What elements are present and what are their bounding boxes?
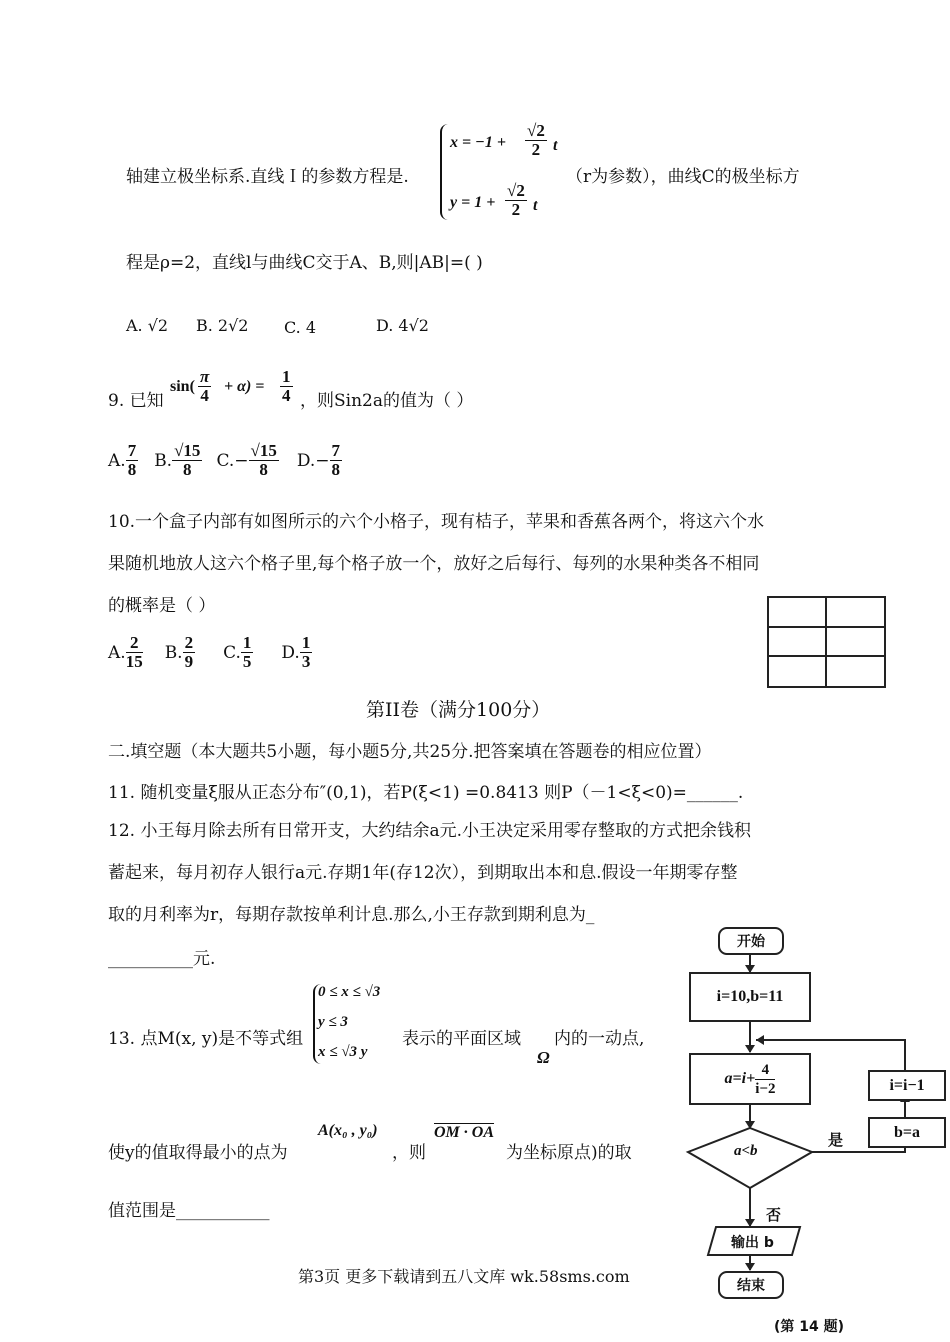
q8-eq2: y = 1 + — [450, 194, 496, 211]
q10-option-c-label: C. — [223, 642, 241, 663]
q9-option-c-label: C.− — [216, 450, 249, 471]
q8-option-c: C. 4 — [284, 318, 317, 337]
q10-option-c-den: 5 — [242, 652, 252, 671]
arrowhead-8 — [756, 1035, 764, 1045]
q8-option-a: A. √2 — [126, 316, 169, 335]
flowchart-yes-label: 是 — [828, 1131, 844, 1149]
q9-option-c-den: 8 — [259, 460, 268, 479]
q9-one: 1 — [282, 367, 291, 386]
q10-option-c-num: 1 — [242, 633, 252, 652]
q13-vector: OM · OA — [434, 1124, 495, 1141]
q9-option-d-num: 7 — [331, 441, 341, 460]
q13-prefix: 13. 点M(x, y)是不等式组 — [108, 1029, 304, 1049]
arrowhead-2 — [745, 1045, 755, 1053]
q8-eq1-frac-num: √2 — [527, 121, 545, 140]
q10-option-a-den: 15 — [125, 652, 143, 671]
q12-line4: __________元. — [108, 949, 216, 969]
flowchart-end: 结束 — [718, 1271, 784, 1299]
q10-option-a-num: 2 — [126, 634, 143, 653]
q9-option-b-den: 8 — [183, 460, 192, 479]
q12-line2: 蓄起来，每月初存人银行a元.存期1年(存12次），到期取出本和息.假设一年期零存整 — [108, 863, 738, 883]
q9-sin: sin( — [170, 378, 195, 395]
q10-line3: 的概率是（ ） — [108, 596, 216, 616]
flowchart-assign-a — [689, 1053, 811, 1105]
q9-option-d-den: 8 — [331, 460, 341, 479]
flowchart-start: 开始 — [718, 927, 784, 955]
q9-suffix: ，则Sin2a的值为（ ） — [300, 391, 474, 411]
q10-option-d-num: 1 — [301, 633, 311, 652]
q13-point: A(x₀ , y₀) — [318, 1122, 378, 1139]
section2-fill-heading: 二.填空题（本大题共5小题，每小题5分,共25分.把答案填在答题卷的相应位置） — [108, 742, 712, 762]
q8-eq1-t: t — [553, 137, 558, 154]
q9-option-b-label: B. — [154, 450, 173, 471]
flowchart-no-label: 否 — [766, 1206, 782, 1224]
q8-option-b: B. 2√2 — [196, 316, 249, 335]
q8-line1-prefix: 轴建立极坐标系.直线Ｉ的参数方程是. — [126, 167, 409, 187]
q10-option-b-label: B. — [164, 642, 183, 663]
q9-option-b-num: √15 — [174, 441, 201, 460]
q9-prefix: 9. 已知 — [108, 391, 164, 411]
flowchart-decrement: i=i−1 — [868, 1070, 946, 1101]
q8-line2: 程是ρ=2，直线l与曲线C交于A、B,则|AB|=( ) — [126, 253, 483, 273]
assign-a-num: 4 — [755, 1061, 775, 1080]
q8-option-d: D. 4√2 — [376, 316, 429, 335]
q10-option-a-label: A. — [108, 642, 126, 663]
q10-option-b-num: 2 — [184, 633, 194, 652]
q9-option-d-label: D.− — [296, 450, 330, 471]
flowchart-init: i=10,b=11 — [689, 972, 811, 1022]
q9-plus-alpha: + α) = — [224, 378, 265, 395]
q10-line2: 果随机地放人这六个格子里,每个格子放一个，放好之后每行、每列的水果种类各不相同 — [108, 554, 760, 574]
q8-eq1-frac-den: 2 — [531, 140, 541, 159]
assign-a-den: i−2 — [755, 1080, 776, 1097]
assign-a-prefix: a=i+ — [724, 1070, 756, 1087]
flowchart-condition: a<b — [734, 1143, 758, 1159]
arrowhead-4 — [745, 1219, 755, 1227]
arrowhead-5 — [745, 1263, 755, 1271]
q10-option-d-den: 3 — [301, 652, 311, 671]
q9-option-a-num: 7 — [127, 441, 137, 460]
q9-option-c-num: √15 — [250, 441, 277, 460]
q8-eq2-t: t — [533, 197, 538, 214]
q13-omega: Ω — [537, 1048, 550, 1067]
q9-pi: π — [200, 367, 210, 386]
flowchart-assign-b: b=a — [868, 1117, 946, 1148]
q10-option-d-label: D. — [281, 642, 300, 663]
q8-param-note: （r为参数），曲线C的极坐标方 — [566, 167, 800, 187]
q9-four: 4 — [200, 386, 209, 405]
q10-line1: 10.一个盒子内部有如图所示的六个小格子，现有桔子，苹果和香蕉各两个，将这六个水 — [108, 512, 765, 532]
q8-eq1: x = −1 + — [450, 134, 506, 151]
q11-text: 11. 随机变量ξ服从正态分布″(0,1)，若P(ξ<1) =0.8413 则P（－1<ξ<0)=______. — [108, 783, 744, 803]
q10-option-b-den: 9 — [184, 652, 194, 671]
q8-eq2-frac-den: 2 — [511, 200, 521, 219]
flowchart-output: 输出 b — [731, 1235, 774, 1251]
flowchart-caption: (第 14 题) — [774, 1319, 845, 1335]
q13-line3: 值范围是___________ — [108, 1201, 270, 1221]
q12-line1: 12. 小王每月除去所有日常开支，大约结余a元.小王决定采用零存整取的方式把余钱积 — [108, 821, 751, 841]
q9-option-a-label: A. — [108, 450, 126, 471]
q13-suffix: 内的一动点, — [554, 1029, 645, 1049]
q13-line2-mid: ，则 — [392, 1143, 426, 1163]
q12-line3: 取的月利率为r，每期存款按单利计息.那么,小王存款到期利息为_ — [108, 905, 595, 925]
q9-four2: 4 — [282, 386, 291, 405]
q13-cond3: x ≤ √3 y — [318, 1044, 368, 1060]
assign-a-frac — [755, 1061, 775, 1098]
section2-title: 第II卷（满分100分） — [366, 699, 551, 721]
q13-line2-prefix: 使y的值取得最小的点为 — [108, 1143, 288, 1163]
q9-option-a-den: 8 — [127, 460, 137, 479]
page-footer: 第3页 更多下载请到五八文库 wk.58sms.com — [298, 1267, 630, 1286]
q13-middle: 表示的平面区域 — [402, 1029, 521, 1049]
q13-cond1: 0 ≤ x ≤ √3 — [318, 984, 381, 1000]
q13-line2-suffix: 为坐标原点)的取 — [506, 1143, 632, 1163]
q13-cond2: y ≤ 3 — [318, 1014, 348, 1030]
q8-eq2-frac-num: √2 — [507, 181, 525, 200]
